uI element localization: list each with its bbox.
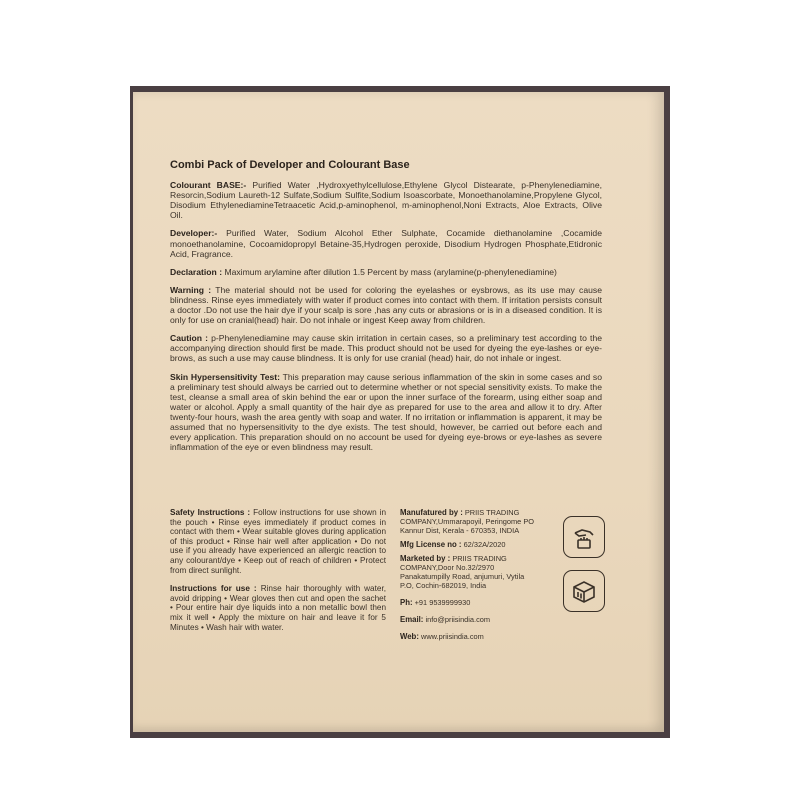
email-label: Email: [400,615,424,624]
license-label: Mfg License no : [400,540,462,549]
developer-label: Developer:- [170,228,218,239]
web-info [400,632,540,641]
page-title: Combi Pack of Developer and Colourant Base [170,159,410,171]
box-recycle-icon [563,570,605,612]
declaration-paragraph [170,267,602,277]
skin-test-paragraph [170,372,602,453]
warning-text: The material should not be used for coloring the eyelashes or eysbrows, as its use may cause blindness. Rinse eyes immediately with water if product comes into contact with them. If irritation persists consult a doctor .Do not use the hair dye if your scalp is sore ,has any cuts or abrasions or is in a diseased condition. It is only for use on cranial(head) hair. Do not inhale or ingest Keep away from children. [170,284,602,326]
declaration-text: Maximum arylamine after dilution 1.5 Percent by mass (arylamine(p-phenylenediamine) [222,266,557,277]
instructions-paragraph [170,584,386,632]
warning-paragraph [170,285,602,325]
colourant-text: Purified Water ,Hydroxyethylcellulose,Ethylene Glycol Distearate, p-Phenylenediamine, Resorcin,Sodium Laureth-12 Sulfate,Sodium Sulfite,Sodium Isoascorbate, Monoethanolamine,Propylene Glycol, Disodium EthylenediamineTetraacetic Acid,p-aminophenol, m-aminophenol,Noni Extracts, Aloe Extracts, Olive Oil. [170,180,602,221]
ingredients-section [170,160,602,460]
company-column [400,508,540,646]
license-info [400,540,540,549]
colourant-label: Colourant BASE:- [170,180,247,191]
license-text: 62/32A/2020 [461,540,506,549]
marketer-label: Marketed by : [400,554,451,563]
instructions-text: Rinse hair thoroughly with water, avoid dripping • Wear gloves then cut and open the sachet • Pour entire hair dye liquids into a non metallic bowl then mix it well • Apply the mixture on hair and leave it for 5 Minutes • Wash hair with water. [170,584,386,632]
skin-test-label: Skin Hypersensitivity Test: [170,371,280,382]
phone-label: Ph: [400,598,413,607]
warning-label: Warning : [170,284,212,295]
manufacturer-info [400,508,540,535]
skin-test-text: This preparation may cause serious inflammation of the skin in some cases and so a preliminary test should always be carried out to determine whether or not special sensitivity exists. To make the test, cleanse a small area of skin behind the ear or upon the inner surface of the forearm, using either soap and water or alcohol. Apply a small quantity of the hair dye as prepared for use to the area and allow it to dry. After twenty-four hours, wash the area gently with soap and water. If no irritation or inflammation is apparent, it may be assumed that no hypersensitivity to the dye exists. The test should, however, be carried out before each and every application. This preparation should on no account be used for dyeing eye-brows or eye-lashes as severe inflammation of the eye or even blindness may result. [170,371,602,453]
instructions-column [170,508,386,641]
hand-wash-icon [563,516,605,558]
safety-paragraph [170,508,386,575]
phone-info [400,598,540,607]
web-text: www.priisindia.com [418,632,484,641]
web-label: Web: [400,632,419,641]
manufacturer-label: Manufatured by : [400,508,463,517]
manufacturer-text: PRIIS TRADING COMPANY,Ummarapoyil, Peringome PO Kannur Dist, Kerala - 670353, INDIA [400,508,535,535]
phone-text: +91 9539999930 [412,598,471,607]
safety-label: Safety Instructions : [170,508,251,517]
instructions-label: Instructions for use : [170,584,257,594]
email-info [400,615,540,624]
colourant-paragraph [170,180,602,220]
marketer-info [400,554,540,590]
caution-label: Caution : [170,333,208,344]
developer-text: Purified Water, Sodium Alcohol Ether Sulphate, Cocamide diethanolamine ,Cocamide monoethanolamine, Cocoamidopropyl Betaine-35,Hydrogen peroxide, Disodium Hydrogen Phosphate,Etidronic Acid, Fragrance. [170,228,602,259]
caution-text: p-Phenylenediamine may cause skin irritation in certain cases, so a preliminary test according to the accompanying direction should first be made. This product should not be used for dyeing the eye-lashes or eye-brows, as such a use may cause blindness. It is only for use cranial (head) hair, do not inhale or ingest. [170,333,603,364]
marketer-text: PRIIS TRADING COMPANY,Door No.32/2970 Panakatumpilly Road, anjumuri, Vytila P.O, Cochin-682019, India [400,554,525,590]
safety-text: Follow instructions for use shown in the pouch • Rinse eyes immediately if product comes in contact with them • Wear suitable gloves during application of this product • Rinse hair well after application • Do not use if you already have experienced an allergic reaction to any colourant/dye • Keep out of reach of children • Protect from direct sunlight. [170,508,386,575]
declaration-label: Declaration : [170,266,223,277]
caution-paragraph [170,333,602,363]
email-text: info@priisindia.com [423,615,491,624]
developer-paragraph [170,228,602,258]
